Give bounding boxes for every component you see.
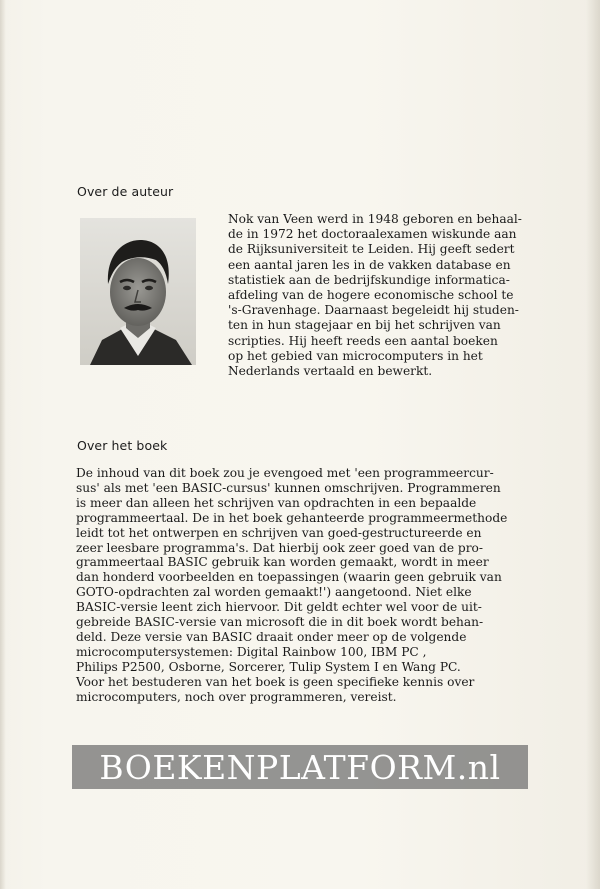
description-line: zeer leesbare programma's. Dat hierbij ook zeer goed van de pro- [76,540,483,555]
description-line: deld. Deze versie van BASIC draait onder meer op de volgende [76,629,467,644]
description-line: is meer dan alleen het schrijven van opdrachten in een bepaalde [76,495,477,510]
bio-line: op het gebied van microcomputers in het [228,348,483,363]
bio-line: Nederlands vertaald en bewerkt. [228,364,433,379]
bio-line: een aantal jaren les in de vakken database en [228,257,511,272]
author-section-heading: Over de auteur [77,184,174,199]
description-line: De inhoud van dit boek zou je evengoed met 'een programmeercur- [76,466,494,480]
description-line: leidt tot het ontwerpen en schrijven van goed-gestructureerde en [76,525,482,540]
description-line: Philips P2500, Osborne, Sorcerer, Tulip System I en Wang PC. [76,659,461,674]
page-edge-shadow [0,0,6,889]
description-line: dan honderd voorbeelden en toepassingen (waarin geen gebruik van [76,570,502,585]
bio-line: de in 1972 het doctoraalexamen wiskunde aan [228,227,517,242]
description-line: grammeertaal BASIC gebruik kan worden gemaakt, wordt in meer [76,555,489,570]
description-line: GOTO-opdrachten zal worden gemaakt!') aangetoond. Niet elke [76,585,472,600]
bio-line: Nok van Veen werd in 1948 geboren en behaal- [228,212,522,226]
book-section-heading: Over het boek [77,438,168,453]
author-photo [80,218,196,365]
description-line: microcomputersystemen: Digital Rainbow 100, IBM PC , [76,644,427,659]
watermark-text: BOEKENPLATFORM.nl [99,747,501,787]
description-line: sus' als met 'een BASIC-cursus' kunnen omschrijven. Programmeren [76,480,501,495]
bio-line: afdeling van de hogere economische school te [228,288,514,303]
author-portrait-image [80,218,196,365]
author-bio [228,212,573,379]
description-line: gebreide BASIC-versie van microsoft die in dit boek wordt behan- [76,615,484,630]
description-line: Voor het bestuderen van het boek is geen specifieke kennis over [76,674,475,689]
bio-line: scripties. Hij heeft reeds een aantal boeken [228,333,498,348]
description-line: programmeertaal. De in het boek gehanteerde programmeermethode [76,510,508,525]
bio-line: ten in hun stagejaar en bij het schrijven van [228,318,501,333]
watermark-banner [72,745,528,789]
bio-line: statistiek aan de bedrijfskundige informatica- [228,272,510,287]
book-description [76,466,576,705]
description-line: microcomputers, noch over programmeren, vereist. [76,689,397,704]
bio-line: de Rijksuniversiteit te Leiden. Hij geeft sedert [228,242,515,257]
description-line: BASIC-versie leent zich hiervoor. Dit geldt echter wel voor de uit- [76,600,482,615]
bio-line: 's-Gravenhage. Daarnaast begeleidt hij studen- [228,303,519,318]
